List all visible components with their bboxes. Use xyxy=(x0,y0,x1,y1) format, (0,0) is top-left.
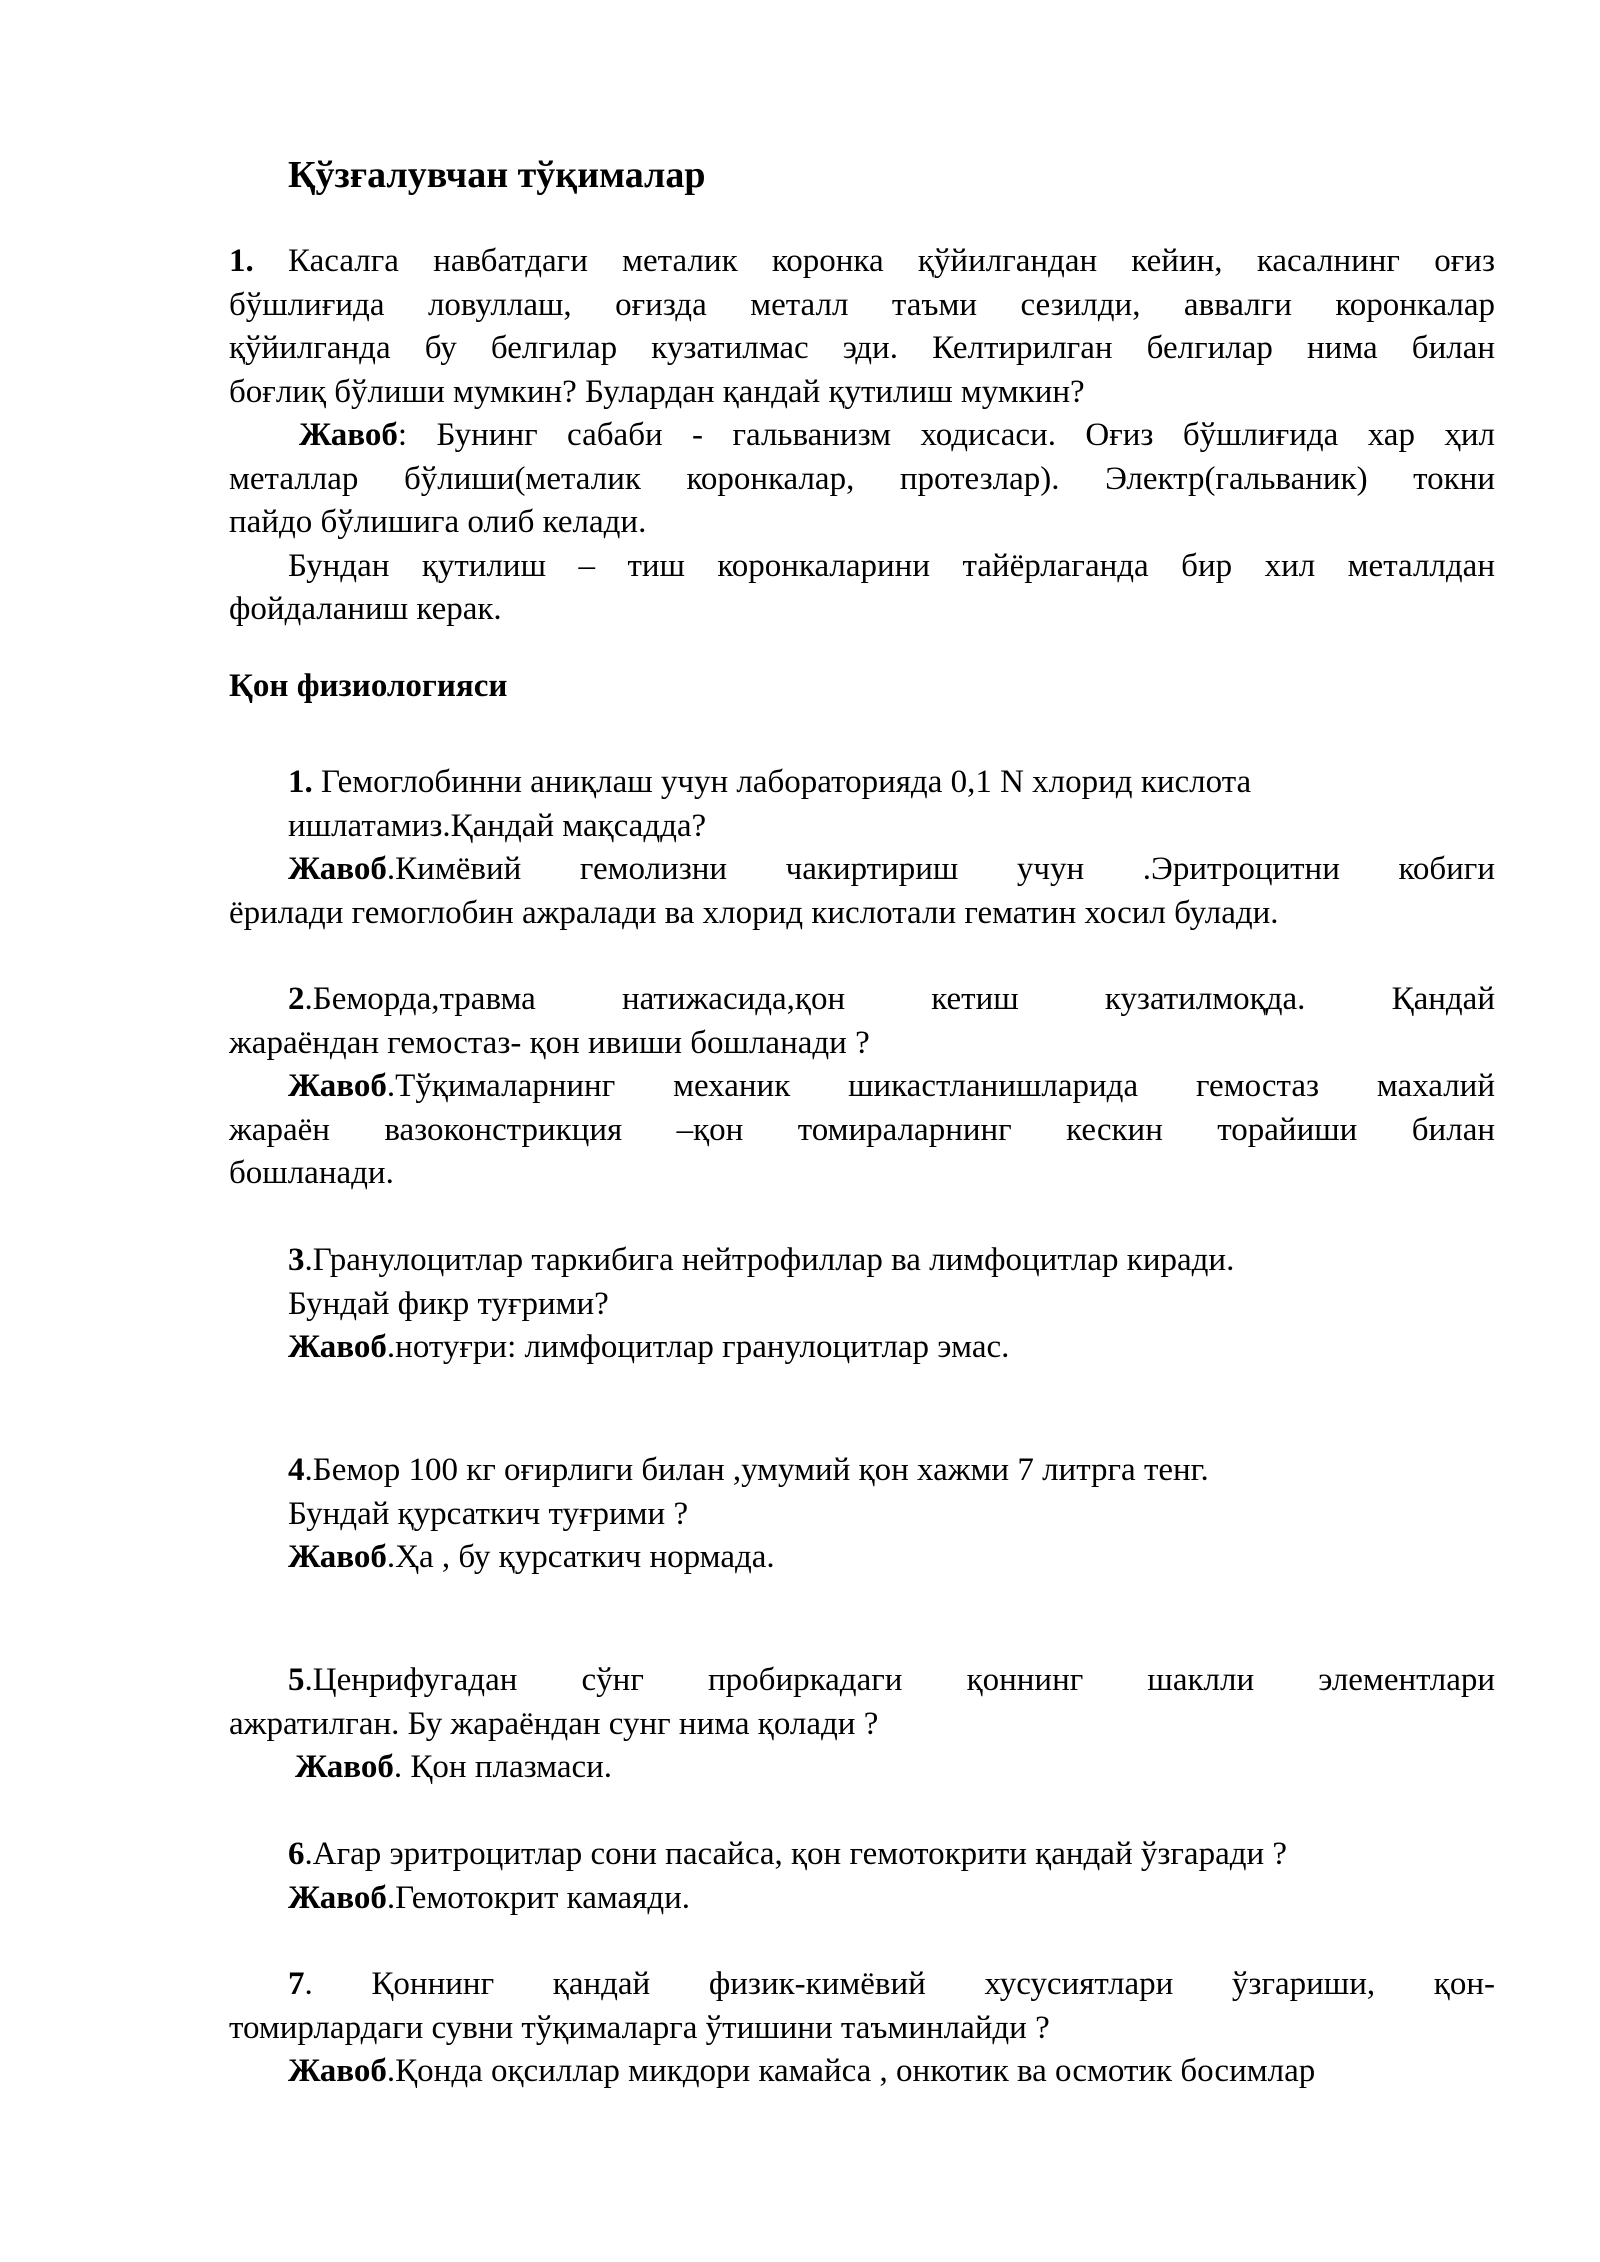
answer-label: Жавоб xyxy=(288,1329,387,1365)
question-number: 6 xyxy=(288,1836,305,1872)
question-line: Бундай қурсаткич туғрими ? xyxy=(288,1495,689,1532)
answer-label: Жавоб xyxy=(295,1749,394,1785)
answer-line xyxy=(229,848,1495,892)
answer-label: Жавоб xyxy=(288,2053,387,2089)
answer-line xyxy=(229,1746,1495,1790)
question-line: ишлатамиз.Қандай мақсадда? xyxy=(288,807,707,844)
question-line xyxy=(229,1963,1495,2007)
question-3-section2 xyxy=(229,1239,1495,1370)
question-text: .Гранулоцитлар таркибига нейтрофиллар ва лимфоцитлар киради. xyxy=(304,1242,1235,1278)
question-text: .Ценрифугадан сўнг пробиркадаги қоннинг шаклли элементлари xyxy=(304,1662,1495,1698)
question-number: 4 xyxy=(288,1452,305,1488)
answer-line: фойдаланиш керак. xyxy=(229,591,502,627)
question-7-section2 xyxy=(229,1963,1495,2094)
answer-text: .Тўқималарнинг механик шикастланишларида гемостаз махалий xyxy=(386,1068,1495,1104)
answer-label: Жавоб xyxy=(299,417,398,453)
answer-text: .Ҳа , бу қурсаткич нормада. xyxy=(386,1539,775,1575)
answer-text: : Бунинг сабаби - гальванизм ходисаси. Оғиз бўшлиғида хар ҳил xyxy=(397,417,1495,453)
answer-line xyxy=(229,414,1495,458)
question-text: Касалга навбатдаги металик коронка қўйилгандан кейин, касалнинг оғиз xyxy=(288,243,1495,279)
answer-text: .Кимёвий гемолизни чакиртириш учун .Эритроцитни кобиги xyxy=(386,851,1495,887)
question-line: Бундай фикр туғрими? xyxy=(288,1285,609,1322)
answer-line xyxy=(229,2050,1495,2094)
answer-label: Жавоб xyxy=(288,1068,387,1104)
answer-1-section1 xyxy=(229,414,1495,632)
question-line: боғлиқ бўлиши мумкин? Булардан қандай қутилиш мумкин? xyxy=(229,373,1085,410)
question-line: жараёндан гемостаз- қон ивиши бошланади ? xyxy=(229,1024,870,1061)
answer-line xyxy=(229,1536,1495,1580)
answer-text: .Қонда оқсиллар микдори камайса , онкотик ва осмотик босимлар xyxy=(386,2053,1316,2089)
question-2-section2 xyxy=(229,978,1495,1196)
question-number: 1. xyxy=(288,764,313,800)
question-text: .Беморда,травма натижасида,қон кетиш кузатилмоқда. Қандай xyxy=(304,981,1495,1017)
answer-text: . Қон плазмаси. xyxy=(393,1749,613,1785)
answer-label: Жавоб xyxy=(288,851,387,887)
question-text: Гемоглобинни аниқлаш учун лабораторияда 0,1 N хлорид кислота xyxy=(312,764,1252,800)
answer-text: .Гемотокрит камаяди. xyxy=(386,1879,691,1916)
question-number: 2 xyxy=(288,981,305,1017)
answer-text: .нотуғри: лимфоцитлар гранулоцитлар эмас. xyxy=(386,1329,1010,1365)
answer-line: ёрилади гемоглобин ажралади ва хлорид кислотали гематин хосил булади. xyxy=(229,894,1279,931)
question-line: ажратилган. Бу жараёндан сунг нима қолади ? xyxy=(229,1705,879,1742)
question-1-section2 xyxy=(229,761,1495,935)
answer-line xyxy=(229,1065,1495,1109)
question-number: 3 xyxy=(288,1242,305,1278)
question-line xyxy=(229,240,1495,284)
question-line: бўшлиғида ловуллаш, оғизда металл таъми сезилди, аввалги коронкалар xyxy=(229,286,1495,323)
question-number: 1. xyxy=(229,243,254,279)
answer-line xyxy=(229,1326,1495,1370)
question-6-section2 xyxy=(229,1833,1495,1920)
question-5-section2 xyxy=(229,1659,1495,1790)
answer-label: Жавоб xyxy=(288,1539,387,1575)
answer-label: Жавоб xyxy=(288,1879,387,1916)
section-title-excitable-tissues: Қўзғалувчан тўқималар xyxy=(288,154,706,196)
question-line xyxy=(229,978,1495,1022)
answer-line: пайдо бўлишига олиб келади. xyxy=(229,504,647,540)
question-line xyxy=(229,1449,1495,1493)
question-number: 7 xyxy=(288,1966,305,2002)
question-line xyxy=(229,1239,1495,1283)
question-line xyxy=(229,1659,1495,1703)
question-line xyxy=(229,1833,1495,1877)
question-number: 5 xyxy=(288,1662,305,1698)
answer-line: жараён вазоконстрикция –қон томираларнинг кескин торайиши билан xyxy=(229,1111,1495,1148)
answer-line: металлар бўлиши(металик коронкалар, протезлар). Электр(гальваник) токни xyxy=(229,460,1495,497)
question-text: .Бемор 100 кг оғирлиги билан ,умумий қон хажми 7 литрга тенг. xyxy=(304,1452,1209,1488)
section-title-blood-physiology: Қон физиологияси xyxy=(229,668,508,704)
question-4-section2 xyxy=(229,1449,1495,1580)
answer-line: бошланади. xyxy=(229,1155,394,1191)
question-1-section1 xyxy=(229,240,1495,414)
answer-line: Бундан қутилиш – тиш коронкаларини тайёрлаганда бир хил металлдан xyxy=(288,547,1495,584)
question-text: . Қоннинг қандай физик-кимёвий хусусиятлари ўзгариши, қон- xyxy=(304,1966,1495,2002)
answer-line xyxy=(229,1877,1495,1921)
question-line: томирлардаги сувни тўқималарга ўтишини таъминлайди ? xyxy=(229,2009,1050,2046)
question-line: қўйилганда бу белгилар кузатилмас эди. Келтирилган белгилар нима билан xyxy=(229,330,1495,366)
question-line xyxy=(229,761,1495,805)
question-text: .Агар эритроцитлар сони пасайса, қон гемотокрити қандай ўзгаради ? xyxy=(304,1836,1288,1872)
